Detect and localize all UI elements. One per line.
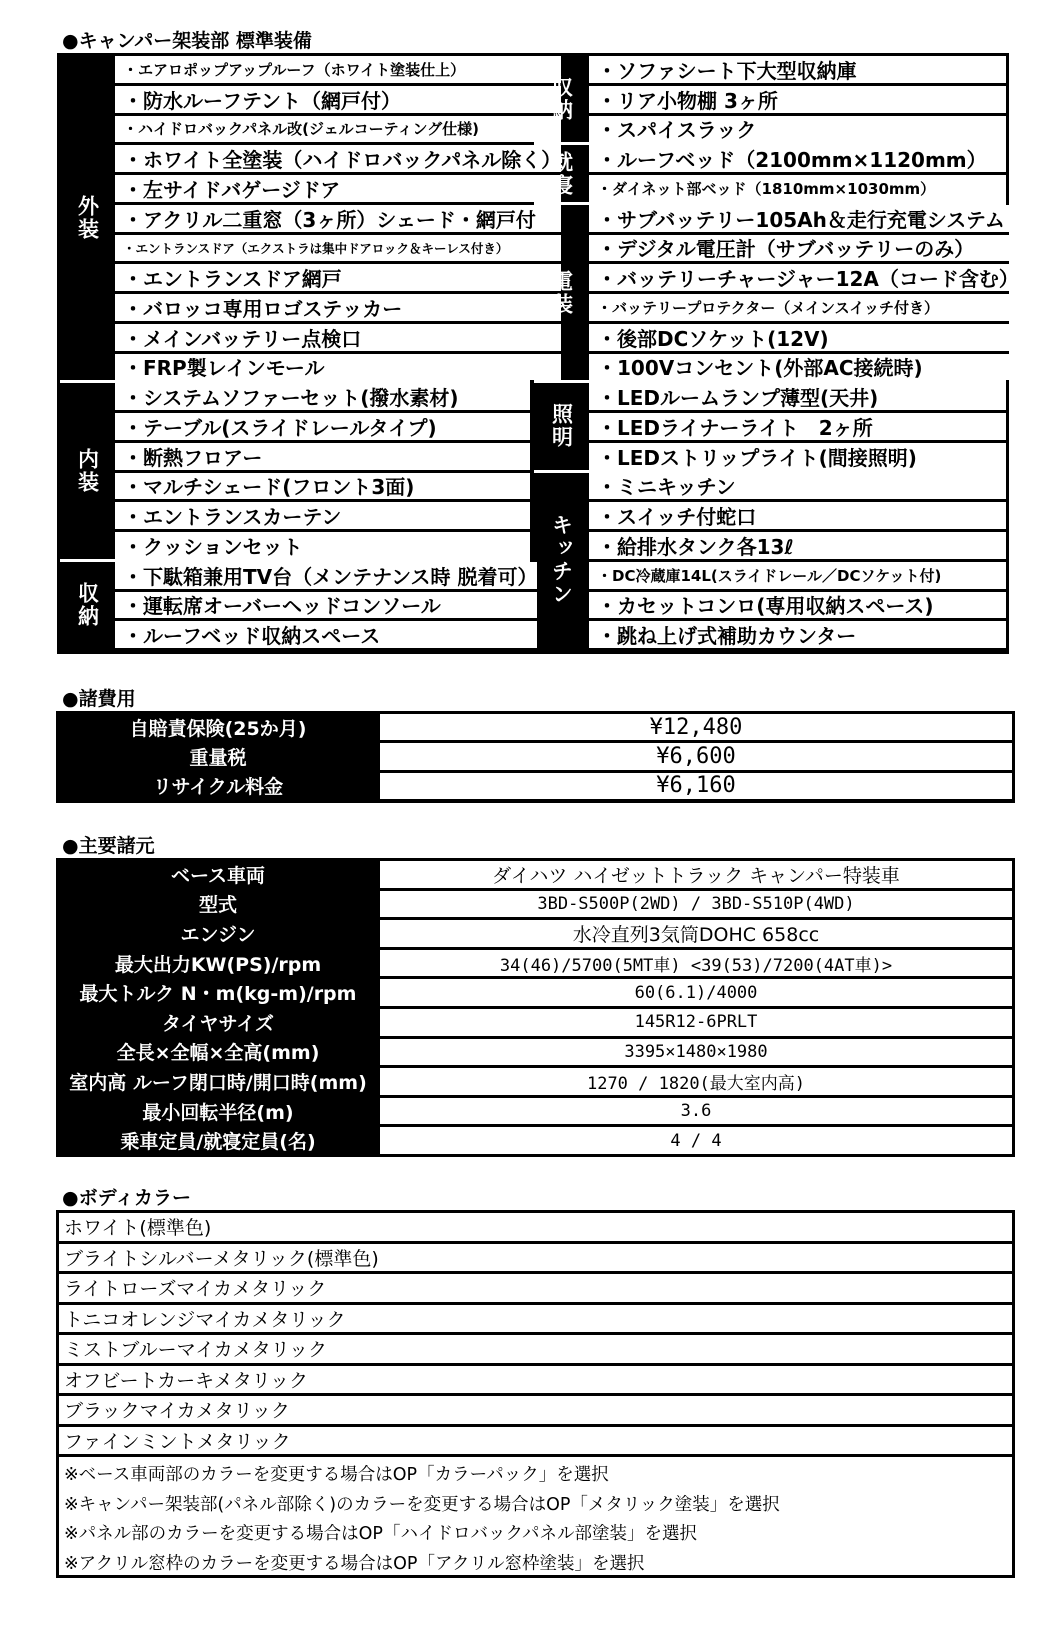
equipment-group-items bbox=[115, 562, 537, 648]
colors-heading: ●ボディカラー bbox=[62, 1187, 192, 1209]
equipment-group-label-text: 就寝 bbox=[549, 150, 574, 197]
fees-heading: ●諸費用 bbox=[62, 688, 136, 710]
equipment-item: ・デジタル電圧計（サブバッテリーのみ） bbox=[589, 235, 1019, 262]
equipment-group bbox=[534, 205, 1019, 384]
spec-row bbox=[59, 1039, 1012, 1066]
spec-row bbox=[59, 891, 1012, 918]
equipment-item: ・100Vコンセント(外部AC接続時) bbox=[589, 354, 1019, 381]
spec-value: ダイハツ ハイゼットトラック キャンパー特装車 bbox=[380, 861, 1012, 888]
fee-label: リサイクル料金 bbox=[152, 776, 284, 799]
equipment-item: ・給排水タンク各13ℓ bbox=[589, 532, 1006, 559]
equipment-group-label-text: 電装 bbox=[549, 269, 574, 316]
equipment-group-items bbox=[589, 145, 1006, 202]
spec-value: 3395×1480×1980 bbox=[380, 1039, 1012, 1066]
equipment-item: ・LEDストリップライト(間接照明) bbox=[589, 443, 1006, 470]
equipment-group bbox=[60, 562, 538, 648]
equipment-item: ・左サイドバゲージドア bbox=[115, 175, 561, 202]
equipment-item: ・防水ルーフテント（網戸付） bbox=[115, 86, 561, 113]
specs-heading: ●主要諸元 bbox=[62, 835, 155, 857]
equipment-item: ・後部DCソケット(12V) bbox=[589, 324, 1019, 351]
color-note: ※パネル部のカラーを変更する場合はOP「ハイドロバックパネル部塗装」を選択 bbox=[64, 1524, 697, 1545]
equipment-item: ・エアロポップアップルーフ（ホワイト塗装仕上） bbox=[115, 56, 561, 83]
equipment-group-label-text: 収納 bbox=[75, 581, 100, 628]
equipment-group-items bbox=[589, 56, 1006, 142]
spec-label: エンジン bbox=[180, 923, 256, 946]
color-row: ライトローズマイカメタリック bbox=[59, 1274, 1012, 1305]
spec-value: 3.6 bbox=[380, 1098, 1012, 1125]
color-row: ファインミントメタリック bbox=[59, 1427, 1012, 1458]
equipment-item: ・LEDライナーライト 2ヶ所 bbox=[589, 413, 1006, 440]
color-row: トニコオレンジマイカメタリック bbox=[59, 1305, 1012, 1336]
color-row: ブラックマイカメタリック bbox=[59, 1396, 1012, 1427]
equipment-item: ・LEDルームランプ薄型(天井) bbox=[589, 383, 1006, 410]
spec-label: 最大トルク N・m(kg-m)/rpm bbox=[79, 983, 357, 1006]
color-note: ※アクリル窓枠のカラーを変更する場合はOP「アクリル窓枠塗装」を選択 bbox=[64, 1553, 645, 1574]
equipment-group bbox=[534, 145, 1006, 205]
equipment-item: ・カセットコンロ(専用収納スペース) bbox=[589, 592, 1006, 619]
equipment-group-label-text: 内装 bbox=[75, 448, 100, 494]
equipment-item: ・エントランスドア網戸 bbox=[115, 264, 561, 291]
fee-row bbox=[59, 714, 1012, 740]
equipment-group-items bbox=[589, 205, 1019, 381]
equipment-item: ・ハイドロバックパネル改(ジェルコーティング仕様) bbox=[115, 116, 561, 143]
spec-label: ベース車両 bbox=[170, 864, 266, 887]
equipment-group-items bbox=[589, 473, 1006, 649]
color-notes bbox=[59, 1457, 1012, 1579]
spec-value: 1270 / 1820(最大室内高) bbox=[380, 1068, 1012, 1095]
equipment-group bbox=[534, 383, 1006, 472]
equipment-item: ・エントランスカーテン bbox=[115, 502, 530, 529]
color-note: ※キャンパー架装部(パネル部除く)のカラーを変更する場合はOP「メタリック塗装」を選択 bbox=[64, 1494, 780, 1515]
equipment-group-items bbox=[115, 383, 530, 559]
equipment-item: ・下駄箱兼用TV台（メンテナンス時 脱着可） bbox=[115, 562, 537, 589]
color-note: ※ベース車両部のカラーを変更する場合はOP「カラーパック」を選択 bbox=[64, 1465, 609, 1486]
fee-value: ¥12,480 bbox=[380, 714, 1012, 740]
equipment-group-label-text: 外装 bbox=[75, 195, 100, 242]
equipment-group-label-text: 照明 bbox=[549, 403, 574, 450]
equipment-group-label bbox=[534, 205, 589, 381]
equipment-item: ・ホワイト全塗装（ハイドロバックパネル除く） bbox=[115, 145, 561, 172]
equipment-group-label-text: キッチン bbox=[549, 514, 574, 607]
spec-value: 3BD-S500P(2WD) / 3BD-S510P(4WD) bbox=[380, 891, 1012, 918]
fee-value: ¥6,600 bbox=[380, 743, 1012, 769]
equipment-group-label bbox=[60, 562, 115, 648]
equipment-item: ・サブバッテリー105Ah＆走行充電システム bbox=[589, 205, 1019, 232]
color-row: ミストブルーマイカメタリック bbox=[59, 1335, 1012, 1366]
equipment-item: ・DC冷蔵庫14L(スライドレール／DCソケット付) bbox=[589, 562, 1006, 589]
spec-row bbox=[59, 1098, 1012, 1125]
spec-label: 最小回転半径(m) bbox=[142, 1101, 294, 1124]
spec-row bbox=[59, 1127, 1012, 1154]
spec-value: 4 / 4 bbox=[380, 1127, 1012, 1154]
color-row: オフビートカーキメタリック bbox=[59, 1366, 1012, 1397]
spec-row bbox=[59, 920, 1012, 947]
colors-table bbox=[56, 1210, 1015, 1578]
equipment-item: ・バロッコ専用ロゴステッカー bbox=[115, 294, 561, 321]
equipment-item: ・跳ね上げ式補助カウンター bbox=[589, 621, 1006, 648]
fee-label: 重量税 bbox=[189, 746, 247, 769]
equipment-item: ・断熱フロアー bbox=[115, 443, 530, 470]
equipment-group-label bbox=[534, 383, 589, 469]
equipment-item: ・バッテリーチャージャー12A（コード含む） bbox=[589, 264, 1019, 291]
spec-row bbox=[59, 1009, 1012, 1036]
equipment-group-label-text: 収納 bbox=[549, 76, 574, 123]
equipment-item: ・ミニキッチン bbox=[589, 473, 1006, 500]
equipment-item: ・マルチシェード(フロント3面) bbox=[115, 473, 530, 500]
equipment-item: ・バッテリープロテクター（メインスイッチ付き） bbox=[589, 294, 1019, 321]
specs-table bbox=[56, 858, 1015, 1157]
spec-value: 34(46)/5700(5MT車) <39(53)/7200(4AT車)> bbox=[380, 950, 1012, 977]
equipment-item: ・ルーフベッド（2100mm×1120mm） bbox=[589, 145, 1006, 172]
fee-label: 自賠責保険(25か月) bbox=[129, 717, 307, 740]
equipment-group bbox=[534, 56, 1006, 145]
equipment-item: ・メインバッテリー点検口 bbox=[115, 324, 561, 351]
equipment-group-label bbox=[534, 56, 589, 142]
spec-row bbox=[59, 1068, 1012, 1095]
fees-table bbox=[56, 711, 1015, 803]
equipment-item: ・テーブル(スライドレールタイプ) bbox=[115, 413, 530, 440]
equipment-group-items bbox=[115, 56, 561, 380]
equipment-item: ・FRP製レインモール bbox=[115, 354, 561, 381]
equipment-item: ・スイッチ付蛇口 bbox=[589, 502, 1006, 529]
equipment-item: ・ルーフベッド収納スペース bbox=[115, 621, 537, 648]
spec-row bbox=[59, 950, 1012, 977]
spec-row bbox=[59, 979, 1012, 1006]
spec-value: 60(6.1)/4000 bbox=[380, 979, 1012, 1006]
color-row: ブライトシルバーメタリック(標準色) bbox=[59, 1244, 1012, 1275]
equipment-item: ・リア小物棚 3ヶ所 bbox=[589, 86, 1006, 113]
spec-label: 最大出力KW(PS)/rpm bbox=[114, 953, 322, 976]
equipment-item: ・ダイネット部ベッド（1810mm×1030mm） bbox=[589, 175, 1006, 202]
equipment-group-items bbox=[589, 383, 1006, 469]
color-row: ホワイト(標準色) bbox=[59, 1213, 1012, 1244]
equipment-group bbox=[60, 383, 530, 562]
equipment-item: ・ソファシート下大型収納庫 bbox=[589, 56, 1006, 83]
equipment-group-label bbox=[534, 145, 589, 202]
spec-label: 乗車定員/就寝定員(名) bbox=[120, 1131, 316, 1154]
spec-value: 145R12-6PRLT bbox=[380, 1009, 1012, 1036]
spec-value: 水冷直列3気筒DOHC 658cc bbox=[380, 920, 1012, 947]
equipment-table bbox=[57, 53, 1019, 654]
equipment-item: ・アクリル二重窓（3ヶ所）シェード・網戸付 bbox=[115, 205, 561, 232]
spec-label: 室内高 ルーフ閉口時/開口時(mm) bbox=[69, 1071, 367, 1094]
fee-row bbox=[59, 743, 1012, 769]
fee-row bbox=[59, 773, 1012, 799]
equipment-item: ・エントランスドア（エクストラは集中ドアロック＆キーレス付き） bbox=[115, 235, 561, 262]
spec-label: 全長×全幅×全高(mm) bbox=[116, 1042, 320, 1065]
equipment-item: ・システムソファーセット(撥水素材) bbox=[115, 383, 530, 410]
spec-label: 型式 bbox=[198, 894, 237, 917]
equipment-group-label bbox=[534, 473, 589, 649]
fee-value: ¥6,160 bbox=[380, 773, 1012, 799]
equipment-group bbox=[534, 473, 1006, 649]
spec-row bbox=[59, 861, 1012, 888]
equipment-item: ・スパイスラック bbox=[589, 116, 1006, 143]
equipment-group-label bbox=[60, 56, 115, 380]
equipment-group-label bbox=[60, 383, 115, 559]
equipment-item: ・運転席オーバーヘッドコンソール bbox=[115, 592, 537, 619]
spec-label: タイヤサイズ bbox=[161, 1012, 275, 1035]
equipment-heading: ●キャンパー架装部 標準装備 bbox=[62, 30, 312, 52]
equipment-right-column bbox=[534, 56, 1019, 648]
equipment-item: ・クッションセット bbox=[115, 532, 530, 559]
